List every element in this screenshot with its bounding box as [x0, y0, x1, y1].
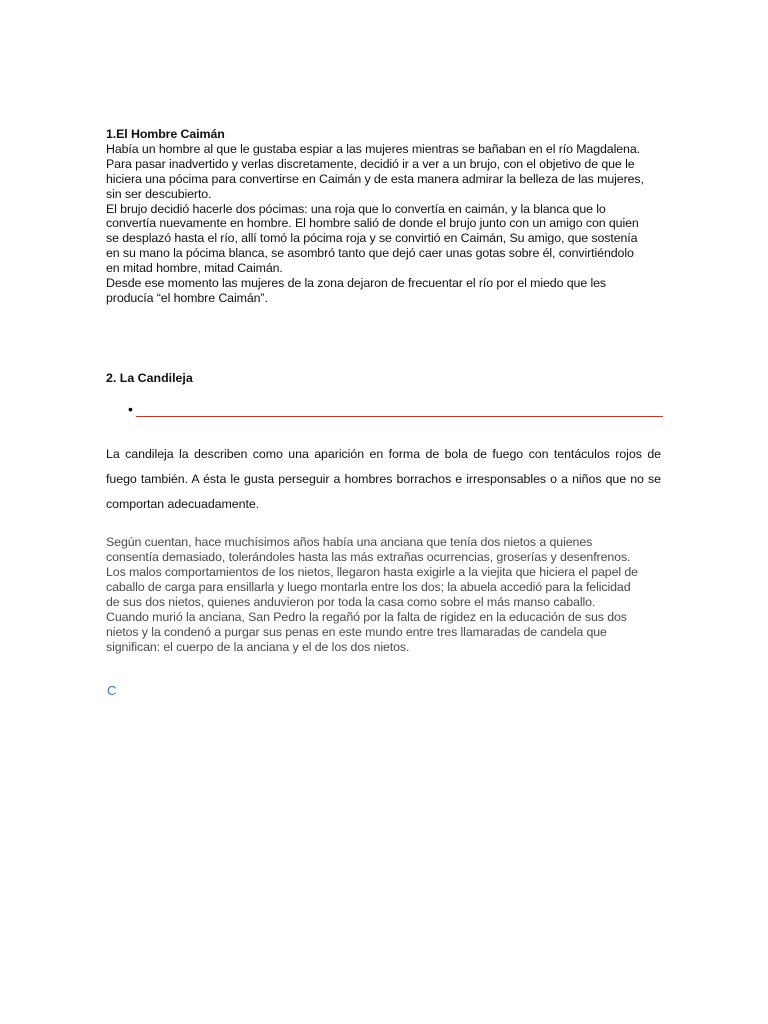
paragraph-line: Había un hombre al que le gustaba espiar a las mujeres mientras se bañaban en el río Magdalena.: [106, 141, 640, 156]
paragraph-line: sin ser descubierto.: [106, 186, 212, 201]
legend-line: Los malos comportamientos de los nietos, llegaron hasta exigirle a la viejita que hiciera el papel de: [106, 565, 638, 579]
section-hombre-caiman: [106, 127, 666, 306]
paragraph-line: Para pasar inadvertido y verlas discretamente, decidió ir a ver a un brujo, con el objetivo de que le: [106, 156, 635, 171]
candileja-legend: [106, 535, 666, 655]
bullet-dot: •: [128, 401, 133, 417]
paragraph-line: Desde ese momento las mujeres de la zona dejaron de frecuentar el río por el miedo que les: [106, 276, 606, 291]
paragraph-line: en su mano la pócima blanca, se asombró tanto que dejó caer unas gotas sobre él, convirtiéndolo: [106, 246, 634, 261]
legend-line: consentía demasiado, tolerándoles hasta las más extrañas ocurrencias, groserías y desenfrenos.: [106, 550, 631, 564]
section-heading-hombre-caiman: 1.El Hombre Caimán: [106, 127, 225, 141]
paragraph-line: se desplazó hasta el río, allí tomó la pócima roja y se convirtió en Caimán, Su amigo, que sostenía: [106, 231, 638, 246]
candileja-description: La candileja la describen como una aparición en forma de bola de fuego con tentáculos rojos de fuego también. A ésta le gusta perseguir a hombres borrachos e irresponsables o a niños que no se comportan adecuadamente.: [106, 447, 661, 511]
paragraph-line: producía “el hombre Caimán”.: [106, 290, 268, 305]
legend-line: Cuando murió la anciana, San Pedro la regañó por la falta de rigidez en la educación de sus dos: [106, 610, 627, 624]
trailing-letter: C: [107, 683, 117, 698]
legend-line: nietos y la condenó a purgar sus penas en este mundo entre tres llamaradas de candela que: [106, 625, 607, 639]
legend-line: caballo de carga para ensillarla y luego montarla entre los dos; la abuela accedió para la felicidad: [106, 580, 631, 594]
paragraph-line: hiciera una pócima para convertirse en Caimán y de esta manera admirar la belleza de las mujeres,: [106, 171, 644, 186]
legend-line: significan: el cuerpo de la anciana y el de los dos nietos.: [106, 640, 410, 654]
paragraph-line: en mitad hombre, mitad Caimán.: [106, 261, 283, 276]
divider-line: [136, 416, 663, 417]
paragraph-line: El brujo decidió hacerle dos pócimas: una roja que lo convertía en caimán, y la blanca que lo: [106, 201, 606, 216]
bullet-item: [128, 400, 664, 418]
paragraph-line: convertía nuevamente en hombre. El hombre salió de donde el brujo junto con un amigo con quien: [106, 216, 639, 231]
legend-line: Según cuentan, hace muchísimos años había una anciana que tenía dos nietos a quienes: [106, 535, 593, 549]
section-heading-candileja: 2. La Candileja: [106, 371, 193, 385]
legend-line: de sus dos nietos, quienes anduvieron por toda la casa como sobre el más manso caballo.: [106, 595, 596, 609]
